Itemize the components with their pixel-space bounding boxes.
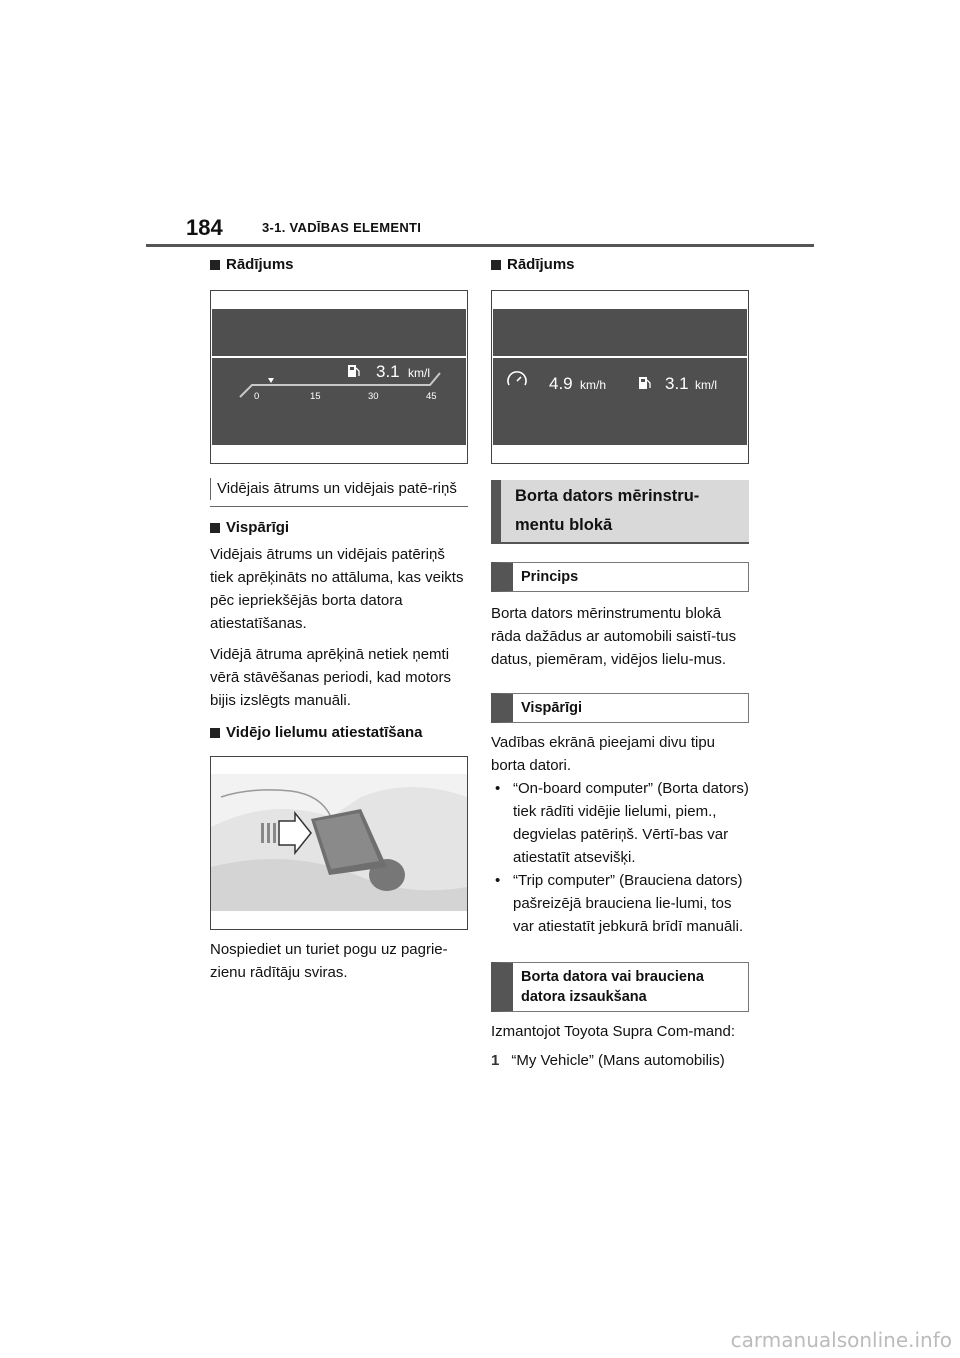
heading-general-left-label: Vispārīgi — [226, 519, 290, 536]
scale-label-0: 0 — [254, 391, 260, 402]
fuel-pump-icon — [348, 365, 359, 377]
fuel-unit: km/l — [408, 366, 430, 380]
turn-signal-lever-illustration — [211, 757, 467, 929]
box-heading-principle: Princips — [491, 562, 749, 592]
speedometer-icon — [508, 372, 526, 385]
heading-display-left-label: Rādījums — [226, 256, 294, 273]
watermark: carmanualsonline.info — [730, 1328, 952, 1352]
paragraph-call: Izmantojot Toyota Supra Com-mand: — [491, 1023, 736, 1040]
page-number: 184 — [186, 215, 223, 240]
box-heading-general: Vispārīgi — [491, 693, 749, 723]
fuel-value-right: 3.1 — [665, 374, 689, 393]
lever-figure — [210, 756, 468, 930]
pointer-icon — [268, 378, 274, 383]
display-screen-right — [493, 309, 747, 445]
box-heading-call: Borta datora vai brauciena datora izsaukšana — [491, 962, 749, 1012]
scale-label-30: 30 — [368, 391, 379, 402]
list-item-text: “On-board computer” (Borta dators) tiek rādīti vidējie lielumi, piem., degvielas patēriņš. Vērtī-bas var atiestatīt atsevišķi. — [513, 780, 749, 866]
computer-types-list — [491, 777, 749, 938]
scale-label-45: 45 — [426, 391, 437, 402]
heading-display-left — [210, 256, 468, 274]
section-title: 3-1. VADĪBAS ELEMENTI — [262, 220, 422, 235]
trip-display-svg — [493, 309, 747, 445]
heading-reset-label: Vidējo lielumu atiestatīšana — [226, 724, 423, 741]
onboard-computer-heading: Borta dators mērinstru-mentu blokā — [491, 480, 749, 544]
average-consumption-figure — [210, 290, 468, 464]
step-1 — [491, 1049, 749, 1072]
figure-caption-text: Vidējais ātrums un vidējais patē-riņš — [210, 478, 468, 500]
paragraph-press-button: Nospiediet un turiet pogu uz pagrie-zienu rādītāju sviras. — [210, 941, 448, 981]
heading-display-right-label: Rādījums — [507, 256, 575, 273]
trip-values-figure — [491, 290, 749, 464]
paragraph-principle: Borta dators mērinstrumentu blokā rāda dažādus ar automobili saistī-tus datus, piemēram, vidējos lielu-mus. — [491, 605, 737, 668]
bullet-dot: • — [495, 872, 501, 889]
gauge-svg — [212, 309, 466, 445]
scale-label-15: 15 — [310, 391, 321, 402]
step-text: “My Vehicle” (Mans automobilis) — [511, 1052, 725, 1069]
fuel-unit-right: km/l — [695, 378, 717, 392]
figure-caption — [210, 472, 468, 507]
fuel-pump-icon — [639, 377, 650, 389]
heading-display-right — [491, 256, 749, 274]
square-bullet-icon — [210, 523, 220, 533]
square-bullet-icon — [210, 260, 220, 270]
fuel-value: 3.1 — [376, 362, 400, 381]
left-column — [210, 256, 468, 984]
speed-value: 4.9 — [549, 374, 573, 393]
paragraph-standing-periods: Vidējā ātruma aprēķinā netiek ņemti vērā stāvēšanas periodi, kad motors bijis izslēgts manuāli. — [210, 646, 451, 709]
list-item — [491, 869, 749, 938]
bullet-dot: • — [495, 780, 501, 797]
heading-general-left — [210, 519, 468, 537]
header-rule — [146, 244, 814, 247]
paragraph-general: Vadības ekrānā pieejami divu tipu borta datori. — [491, 734, 716, 774]
paragraph-average-calculation: Vidējais ātrums un vidējais patēriņš tiek aprēķināts no attāluma, kas veikts pēc iepriekšējās borta datora atiestatīšanas. — [210, 546, 464, 632]
right-column — [491, 256, 749, 1072]
speed-unit: km/h — [580, 378, 607, 392]
square-bullet-icon — [210, 728, 220, 738]
list-item — [491, 777, 749, 869]
square-bullet-icon — [491, 260, 501, 270]
display-screen — [212, 309, 466, 445]
step-number: 1 — [491, 1052, 500, 1069]
heading-reset — [210, 724, 468, 742]
list-item-text: “Trip computer” (Brauciena dators) pašreizējā brauciena lie-lumi, tos var atiestatīt jebkurā brīdī manuāli. — [513, 872, 744, 935]
